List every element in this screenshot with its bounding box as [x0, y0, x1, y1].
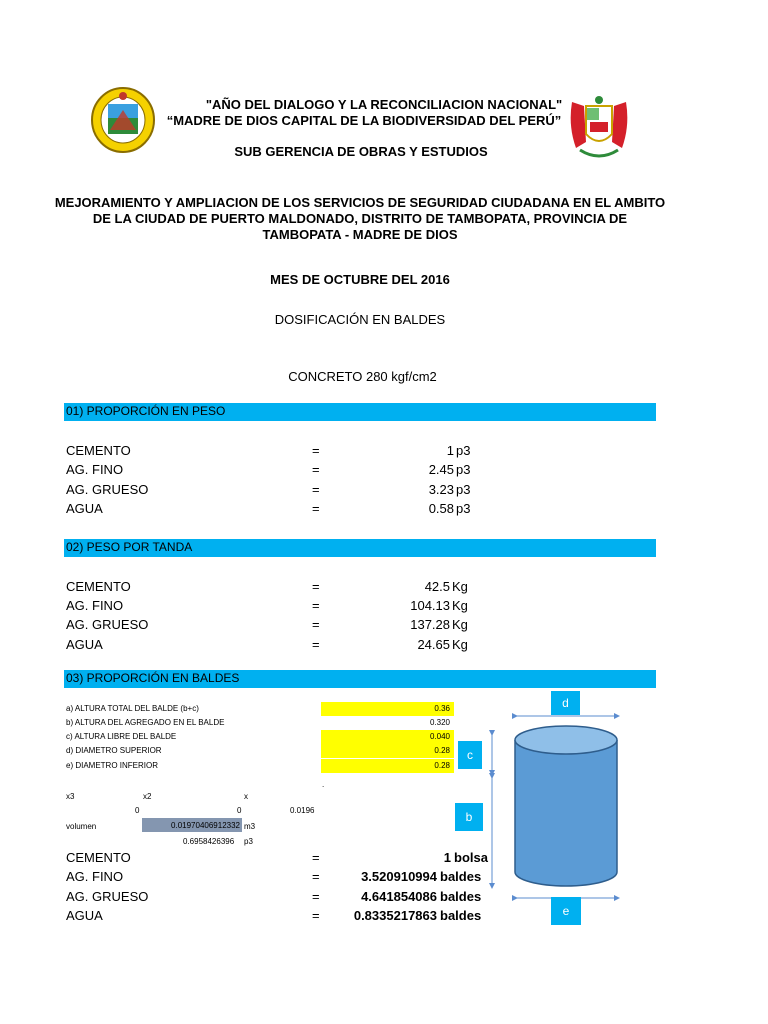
row-unit: Kg	[452, 617, 468, 632]
spec-value-cell	[321, 716, 454, 730]
coef-const: 0.0196	[290, 806, 315, 815]
row-value: 0.8335217863	[353, 908, 437, 923]
row-label: CEMENTO	[66, 850, 131, 865]
section-2-title: 02) PESO POR TANDA	[66, 540, 193, 554]
spec-row	[64, 759, 454, 773]
row-value: 1	[446, 443, 454, 458]
row-unit: p3	[456, 482, 471, 497]
row-label: CEMENTO	[66, 443, 131, 458]
row-value: 4.641854086	[361, 889, 437, 904]
project-title-line-3: TAMBOPATA - MADRE DE DIOS	[262, 227, 458, 242]
row-value: 42.5	[424, 579, 450, 594]
concrete-label: CONCRETO 280 kgf/cm2	[288, 369, 437, 384]
spec-row	[64, 744, 454, 758]
table-row	[64, 462, 494, 480]
row-equals: =	[312, 579, 320, 594]
spec-value: 0.28	[434, 746, 450, 755]
row-unit: Kg	[452, 579, 468, 594]
label-c-box: c	[458, 741, 482, 769]
row-label: CEMENTO	[66, 579, 131, 594]
row-unit: p3	[456, 501, 471, 516]
row-label: AG. FINO	[66, 462, 124, 477]
volumen-m3-unit: m3	[244, 822, 256, 831]
label-d-box: d	[551, 691, 580, 715]
table-row	[64, 908, 494, 926]
row-value: 3.23	[428, 482, 454, 497]
section-1-title: 01) PROPORCIÓN EN PESO	[66, 404, 226, 418]
row-unit: baldes	[440, 889, 482, 904]
table-row	[64, 501, 494, 519]
volumen-m3-cell	[142, 818, 242, 832]
project-title-line-2: DE LA CIUDAD DE PUERTO MALDONADO, DISTRITO DE TAMBOPATA, PROVINCIA DE	[92, 211, 628, 226]
table-row	[64, 637, 494, 655]
spec-value: 0.320	[429, 718, 450, 727]
row-unit: baldes	[440, 908, 482, 923]
row-label: AGUA	[66, 501, 103, 516]
table-row	[64, 617, 494, 635]
spec-value-cell	[321, 730, 454, 744]
header-line-3: SUB GERENCIA DE OBRAS Y ESTUDIOS	[234, 144, 488, 159]
row-value: 0.58	[428, 501, 454, 516]
row-label: AG. FINO	[66, 598, 124, 613]
spec-value: 0.36	[434, 704, 450, 713]
spec-value: 0.28	[434, 761, 450, 770]
row-unit: Kg	[452, 598, 468, 613]
row-value: 24.65	[417, 637, 450, 652]
row-equals: =	[312, 443, 320, 458]
row-equals: =	[312, 889, 320, 904]
spec-label: a) ALTURA TOTAL DEL BALDE (b+c)	[66, 704, 199, 713]
volumen-label: volumen	[66, 822, 97, 831]
row-equals: =	[312, 482, 320, 497]
table-row	[64, 850, 494, 868]
dot-mark: .	[322, 780, 325, 789]
spec-row	[64, 702, 454, 716]
row-unit: baldes	[440, 869, 482, 884]
row-label: AG. GRUESO	[66, 617, 149, 632]
header-line-1: "AÑO DEL DIALOGO Y LA RECONCILIACION NACIONAL"	[205, 97, 563, 112]
row-value: 3.520910994	[361, 869, 437, 884]
table-row	[64, 889, 494, 907]
row-label: AG. GRUESO	[66, 889, 149, 904]
spec-value: 0.040	[429, 732, 450, 741]
table-row	[64, 443, 494, 461]
coef-x: 0	[237, 806, 242, 815]
section-2-header	[64, 539, 656, 557]
row-equals: =	[312, 598, 320, 613]
spec-value-cell	[321, 702, 454, 716]
spec-value-cell	[321, 759, 454, 773]
spec-label: e) DIAMETRO INFERIOR	[66, 761, 159, 770]
volumen-m3-value: 0.01970406912332	[171, 821, 240, 830]
row-equals: =	[312, 850, 320, 865]
project-title-line-1: MEJORAMIENTO Y AMPLIACION DE LOS SERVICIOS DE SEGURIDAD CIUDADANA EN EL AMBITO	[54, 195, 666, 210]
row-equals: =	[312, 617, 320, 632]
x3-label: x3	[66, 792, 75, 801]
table-row	[64, 598, 494, 616]
row-value: 1	[443, 850, 451, 865]
row-value: 104.13	[410, 598, 450, 613]
volumen-p3-value: 0.6958426396	[183, 837, 235, 846]
bucket-body	[515, 740, 617, 886]
row-unit: p3	[456, 443, 471, 458]
row-unit: Kg	[452, 637, 468, 652]
spec-label: c) ALTURA LIBRE DEL BALDE	[66, 732, 177, 741]
section-3-header	[64, 670, 656, 688]
row-value: 2.45	[428, 462, 454, 477]
volumen-p3-unit: p3	[244, 837, 253, 846]
table-row	[64, 482, 494, 500]
x2-label: x2	[143, 792, 152, 801]
coef-x2: 0	[135, 806, 140, 815]
table-row	[64, 579, 494, 597]
row-label: AG. GRUESO	[66, 482, 149, 497]
section-3-title: 03) PROPORCIÓN EN BALDES	[66, 671, 240, 685]
row-label: AG. FINO	[66, 869, 124, 884]
subtitle-label: DOSIFICACIÓN EN BALDES	[274, 312, 446, 327]
label-e-box: e	[551, 897, 581, 925]
row-unit: p3	[456, 462, 471, 477]
bucket-top	[515, 726, 617, 754]
spec-label: b) ALTURA DEL AGREGADO EN EL BALDE	[66, 718, 225, 727]
header-line-2: “MADRE DE DIOS CAPITAL DE LA BIODIVERSIDAD DEL PERÚ”	[166, 113, 562, 128]
month-label: MES DE OCTUBRE DEL 2016	[270, 272, 450, 287]
row-equals: =	[312, 908, 320, 923]
row-label: AGUA	[66, 637, 103, 652]
row-equals: =	[312, 501, 320, 516]
spec-row	[64, 730, 454, 744]
spec-row	[64, 716, 454, 730]
row-value: 137.28	[410, 617, 450, 632]
row-equals: =	[312, 462, 320, 477]
x-label: x	[244, 792, 248, 801]
row-label: AGUA	[66, 908, 103, 923]
row-equals: =	[312, 869, 320, 884]
label-b-box: b	[455, 803, 483, 831]
row-equals: =	[312, 637, 320, 652]
section-1-header	[64, 403, 656, 421]
row-unit: bolsa	[454, 850, 488, 865]
spec-value-cell	[321, 744, 454, 758]
spec-label: d) DIAMETRO SUPERIOR	[66, 746, 162, 755]
table-row	[64, 869, 494, 887]
